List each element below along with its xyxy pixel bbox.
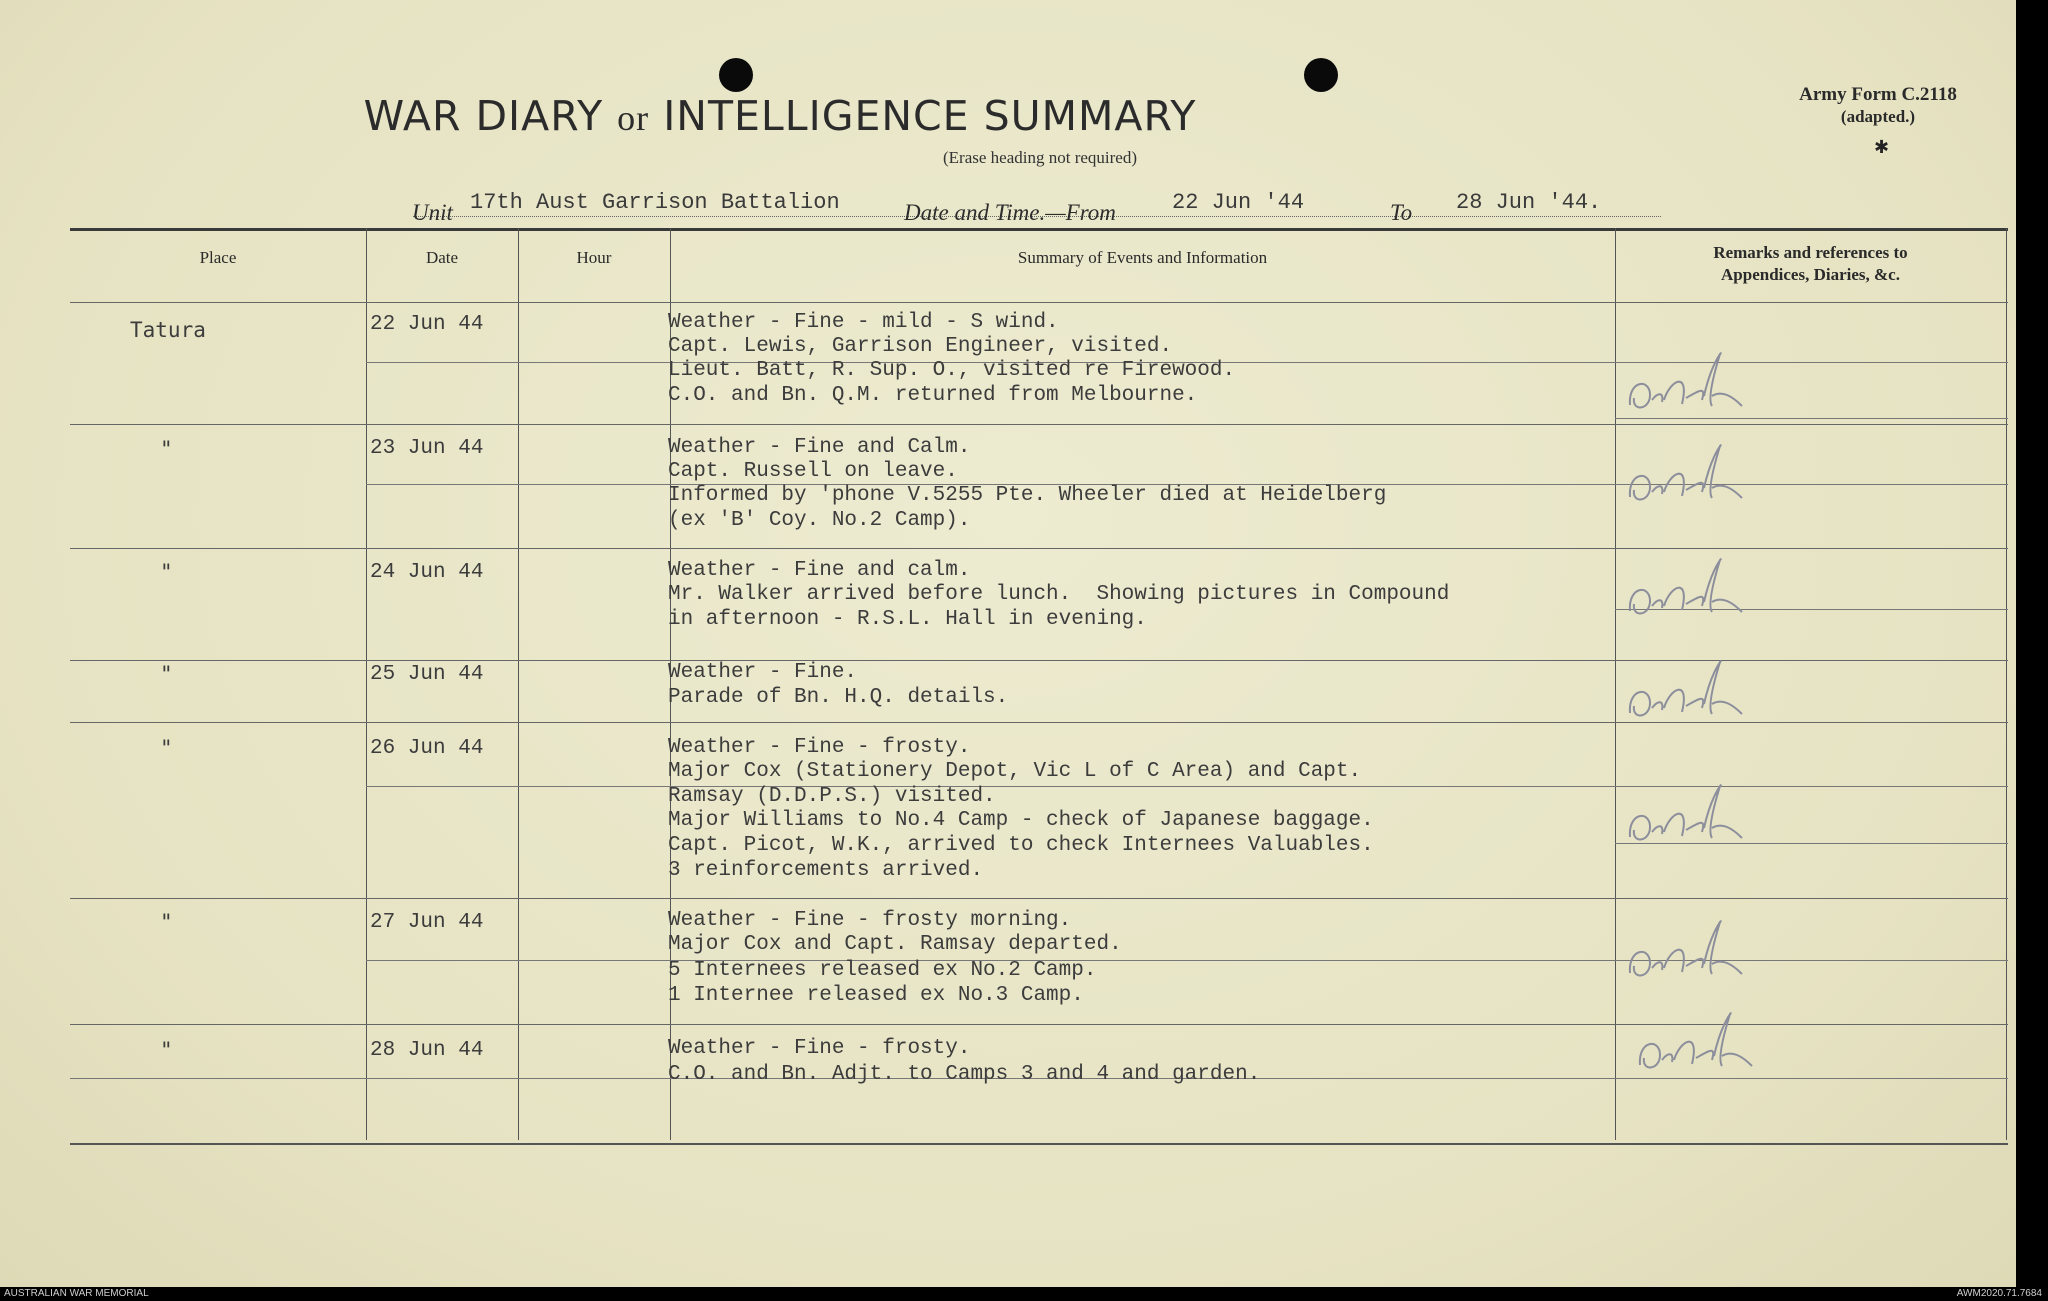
header-summary: Summary of Events and Information bbox=[1017, 248, 1268, 267]
footer-credit: AUSTRALIAN WAR MEMORIAL bbox=[4, 1288, 149, 1299]
entry-line: Weather - Fine - frosty. bbox=[668, 736, 971, 759]
entry-line: 1 Internee released ex No.3 Camp. bbox=[668, 984, 1084, 1007]
initials-signature bbox=[1620, 432, 1750, 512]
entry-date: 27 Jun 44 bbox=[370, 911, 484, 934]
entry-line: (ex 'B' Coy. No.2 Camp). bbox=[668, 509, 971, 532]
entry-date: 26 Jun 44 bbox=[370, 737, 484, 760]
row-separator bbox=[70, 898, 2008, 899]
entry-line: Major Cox and Capt. Ramsay departed. bbox=[668, 933, 1122, 956]
entry-date: 25 Jun 44 bbox=[370, 663, 484, 686]
ruled-line bbox=[366, 960, 2008, 961]
column-divider bbox=[366, 228, 367, 1140]
entry-line: Major Cox (Stationery Depot, Vic L of C Area) and Capt. bbox=[668, 760, 1362, 783]
entry-line: Mr. Walker arrived before lunch. Showing pictures in Compound bbox=[668, 583, 1450, 606]
entry-place: " bbox=[160, 662, 173, 686]
entry-line: Lieut. Batt, R. Sup. O., visited re Firewood. bbox=[668, 359, 1236, 382]
unit-value: 17th Aust Garrison Battalion bbox=[470, 190, 840, 215]
date-time-label: Date and Time.—From bbox=[904, 200, 1116, 225]
form-number: Army Form C.2118 (adapted.) bbox=[1799, 84, 1957, 126]
entry-place: " bbox=[160, 560, 173, 584]
to-label: To bbox=[1390, 200, 1413, 225]
entry-line: Weather - Fine. bbox=[668, 661, 858, 684]
to-date: 28 Jun '44. bbox=[1456, 190, 1602, 215]
page-title: WAR DIARY or INTELLIGENCE SUMMARY bbox=[363, 92, 1197, 140]
entry-line: Weather - Fine - frosty. bbox=[668, 1037, 971, 1060]
initials-signature bbox=[1620, 648, 1750, 728]
punch-hole-right bbox=[1304, 58, 1338, 92]
page-subtitle: (Erase heading not required) bbox=[943, 148, 1137, 167]
punch-hole-left bbox=[719, 58, 753, 92]
entry-place: Tatura bbox=[130, 318, 206, 342]
header-place: Place bbox=[199, 248, 237, 267]
entry-line: Capt. Lewis, Garrison Engineer, visited. bbox=[668, 335, 1173, 358]
entry-line: Ramsay (D.D.P.S.) visited. bbox=[668, 785, 996, 808]
unit-label: Unit bbox=[412, 200, 453, 225]
header-date: Date bbox=[425, 248, 459, 267]
entry-line: Parade of Bn. H.Q. details. bbox=[668, 686, 1009, 709]
entry-place: " bbox=[160, 437, 173, 461]
entry-date: 24 Jun 44 bbox=[370, 561, 484, 584]
entry-line: Capt. Picot, W.K., arrived to check Internees Valuables. bbox=[668, 834, 1374, 857]
row-separator bbox=[70, 424, 2008, 425]
entry-line: Weather - Fine and Calm. bbox=[668, 436, 971, 459]
entry-line: Weather - Fine - mild - S wind. bbox=[668, 311, 1059, 334]
initials-signature bbox=[1620, 546, 1750, 626]
entry-line: Capt. Russell on leave. bbox=[668, 460, 958, 483]
entry-date: 22 Jun 44 bbox=[370, 313, 484, 336]
entry-date: 23 Jun 44 bbox=[370, 437, 484, 460]
entry-date: 28 Jun 44 bbox=[370, 1039, 484, 1062]
column-divider bbox=[2006, 228, 2007, 1140]
entry-line: Weather - Fine and calm. bbox=[668, 559, 971, 582]
initials-signature bbox=[1620, 908, 1750, 988]
entry-line: 5 Internees released ex No.2 Camp. bbox=[668, 959, 1097, 982]
initials-signature bbox=[1630, 1000, 1760, 1080]
entry-place: " bbox=[160, 910, 173, 934]
entry-line: Weather - Fine - frosty morning. bbox=[668, 909, 1072, 932]
from-date: 22 Jun '44 bbox=[1172, 190, 1305, 215]
header-rule bbox=[70, 302, 2008, 303]
initials-signature bbox=[1620, 772, 1750, 852]
entry-line: 3 reinforcements arrived. bbox=[668, 859, 984, 882]
footer-accession-number: AWM2020.71.7684 bbox=[1956, 1288, 2042, 1299]
header-hour: Hour bbox=[576, 248, 612, 267]
entry-place: " bbox=[160, 736, 173, 760]
entry-place: " bbox=[160, 1038, 173, 1062]
column-divider bbox=[1615, 228, 1616, 1140]
entry-line: in afternoon - R.S.L. Hall in evening. bbox=[668, 608, 1147, 631]
entry-line: C.O. and Bn. Q.M. returned from Melbourne. bbox=[668, 384, 1198, 407]
column-divider bbox=[518, 228, 519, 1140]
ink-mark: ✱ bbox=[1874, 137, 1890, 157]
header-remarks: Remarks and references to Appendices, Diaries, &c. bbox=[1713, 243, 1908, 284]
entry-line: Major Williams to No.4 Camp - check of Japanese baggage. bbox=[668, 809, 1374, 832]
ruled-line bbox=[366, 786, 2008, 787]
initials-signature bbox=[1620, 340, 1750, 420]
entry-line: C.O. and Bn. Adjt. to Camps 3 and 4 and garden. bbox=[668, 1063, 1261, 1086]
entry-line: Informed by 'phone V.5255 Pte. Wheeler died at Heidelberg bbox=[668, 484, 1387, 507]
